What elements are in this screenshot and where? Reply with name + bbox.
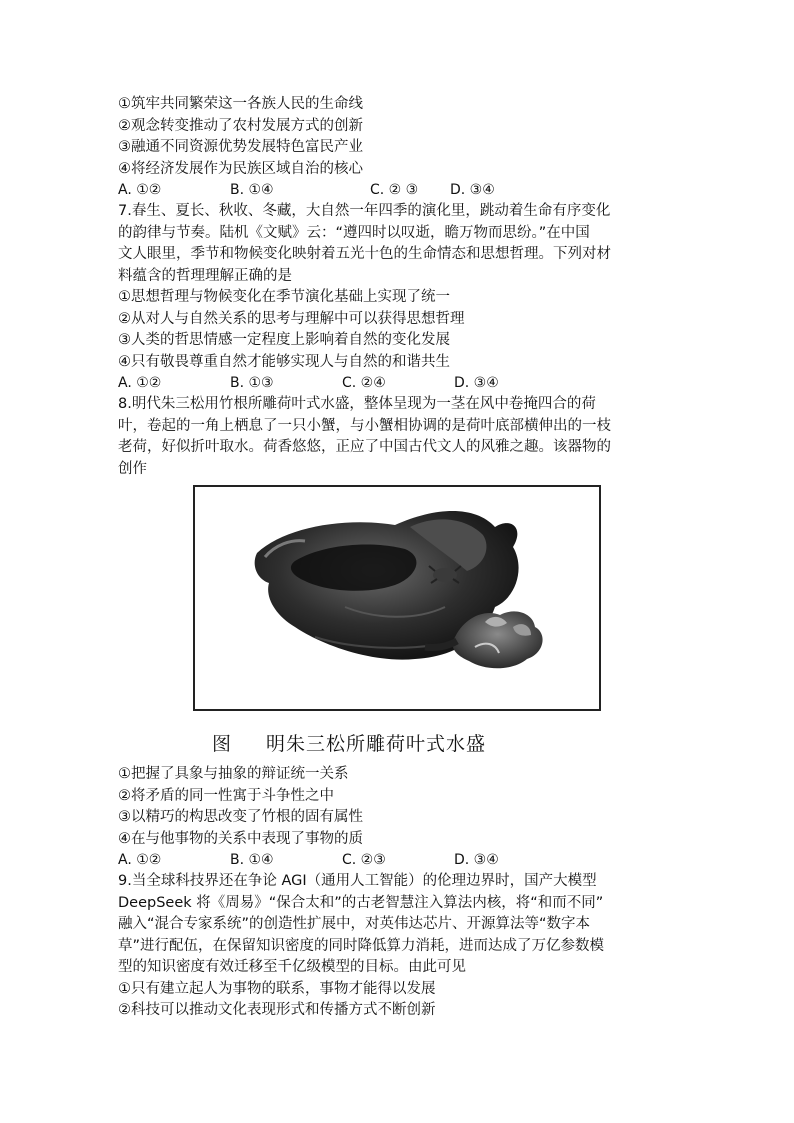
q6-choice-d: D. ③④ [450,182,495,198]
q8-choice-a: A. ①② [118,852,162,868]
q8-option-4: ④在与他事物的关系中表现了事物的质 [118,830,363,847]
q9-option-1: ①只有建立起人为事物的联系，事物才能得以发展 [118,980,436,997]
q7-choice-d: D. ③④ [454,375,499,391]
q8-choice-d: D. ③④ [454,852,499,868]
q7-option-2: ②从对人与自然关系的思考与理解中可以获得思想哲理 [118,310,465,327]
q8-text-3: 老荷，好似折叶取水。荷香悠悠，正应了中国古代文人的风雅之趣。该器物的 [118,439,611,455]
q9-option-2: ②科技可以推动文化表现形式和传播方式不断创新 [118,1002,436,1018]
figure-caption-text: 明朱三松所雕荷叶式水盛 [266,733,487,755]
q6-option-3: ③融通不同资源优势发展特色富民产业 [118,139,363,155]
q7-choice-b: B. ①③ [230,375,274,391]
figure-caption [212,729,486,756]
carved-vessel-illustration [195,487,599,709]
question-block-top [118,94,678,480]
q7-text-1: 7.春生、夏长、秋收、冬藏，大自然一年四季的演化里，跳动着生命有序变化 [118,203,611,219]
question-block-bottom [118,764,678,1022]
q7-option-1: ①思想哲理与物候变化在季节演化基础上实现了统一 [118,289,450,305]
q7-choice-c: C. ②④ [342,375,386,391]
q9-text-4: 草”进行配伍，在保留知识密度的同时降低算力消耗，进而达成了万亿参数模 [118,937,605,954]
q6-choice-c: C. ② ③ [370,182,419,198]
q7-choice-a: A. ①② [118,375,162,391]
q8-choice-c: C. ②③ [342,852,386,868]
q8-text-1: 8.明代朱三松用竹根所雕荷叶式水盛，整体呈现为一茎在风中卷掩四合的荷 [118,396,596,412]
q6-choices [118,180,678,201]
q8-option-2: ②将矛盾的同一性寓于斗争性之中 [118,787,334,804]
q6-option-4: ④将经济发展作为民族区域自治的核心 [118,160,363,177]
q7-option-3: ③人类的哲思情感一定程度上影响着自然的变化发展 [118,332,450,348]
q8-option-1: ①把握了具象与抽象的辩证统一关系 [118,766,349,782]
q6-choice-b: B. ①④ [230,182,274,198]
figure-caption-label: 图 [212,733,233,755]
q9-text-2: DeepSeek 将《周易》“保合太和”的古老智慧注入算法内核，将“和而不同” [118,894,604,911]
q6-choice-a: A. ①② [118,182,162,198]
q7-text-2: 的韵律与节奏。陆机《文赋》云：“遵四时以叹逝，瞻万物而思纷。”在中国 [118,224,590,241]
q7-option-4: ④只有敬畏尊重自然才能够实现人与自然的和谐共生 [118,353,450,370]
q9-text-3: 融入“混合专家系统”的创造性扩展中，对英伟达芯片、开源算法等“数字本 [118,916,591,932]
q8-text-4: 创作 [118,460,147,477]
q8-choice-b: B. ①④ [230,852,274,868]
q9-text-1: 9.当全球科技界还在争论 AGI（通用人工智能）的伦理边界时，国产大模型 [118,873,597,889]
q7-text-3: 文人眼里，季节和物候变化映射着五光十色的生命情态和思想哲理。下列对材 [118,246,611,262]
q9-text-5: 型的知识密度有效迁移至千亿级模型的目标。由此可见 [118,959,466,975]
q6-option-1: ①筑牢共同繁荣这一各族人民的生命线 [118,96,363,112]
q8-text-2: 叶，卷起的一角上栖息了一只小蟹，与小蟹相协调的是荷叶底部横伸出的一枝 [118,417,611,434]
q6-option-2: ②观念转变推动了农村发展方式的创新 [118,117,363,134]
q7-choices [118,373,678,394]
q8-choices [118,850,678,871]
q7-text-4: 料蕴含的哲理理解正确的是 [118,267,292,284]
q8-option-3: ③以精巧的构思改变了竹根的固有属性 [118,809,363,825]
lotus-leaf-water-vessel-figure [193,485,601,711]
